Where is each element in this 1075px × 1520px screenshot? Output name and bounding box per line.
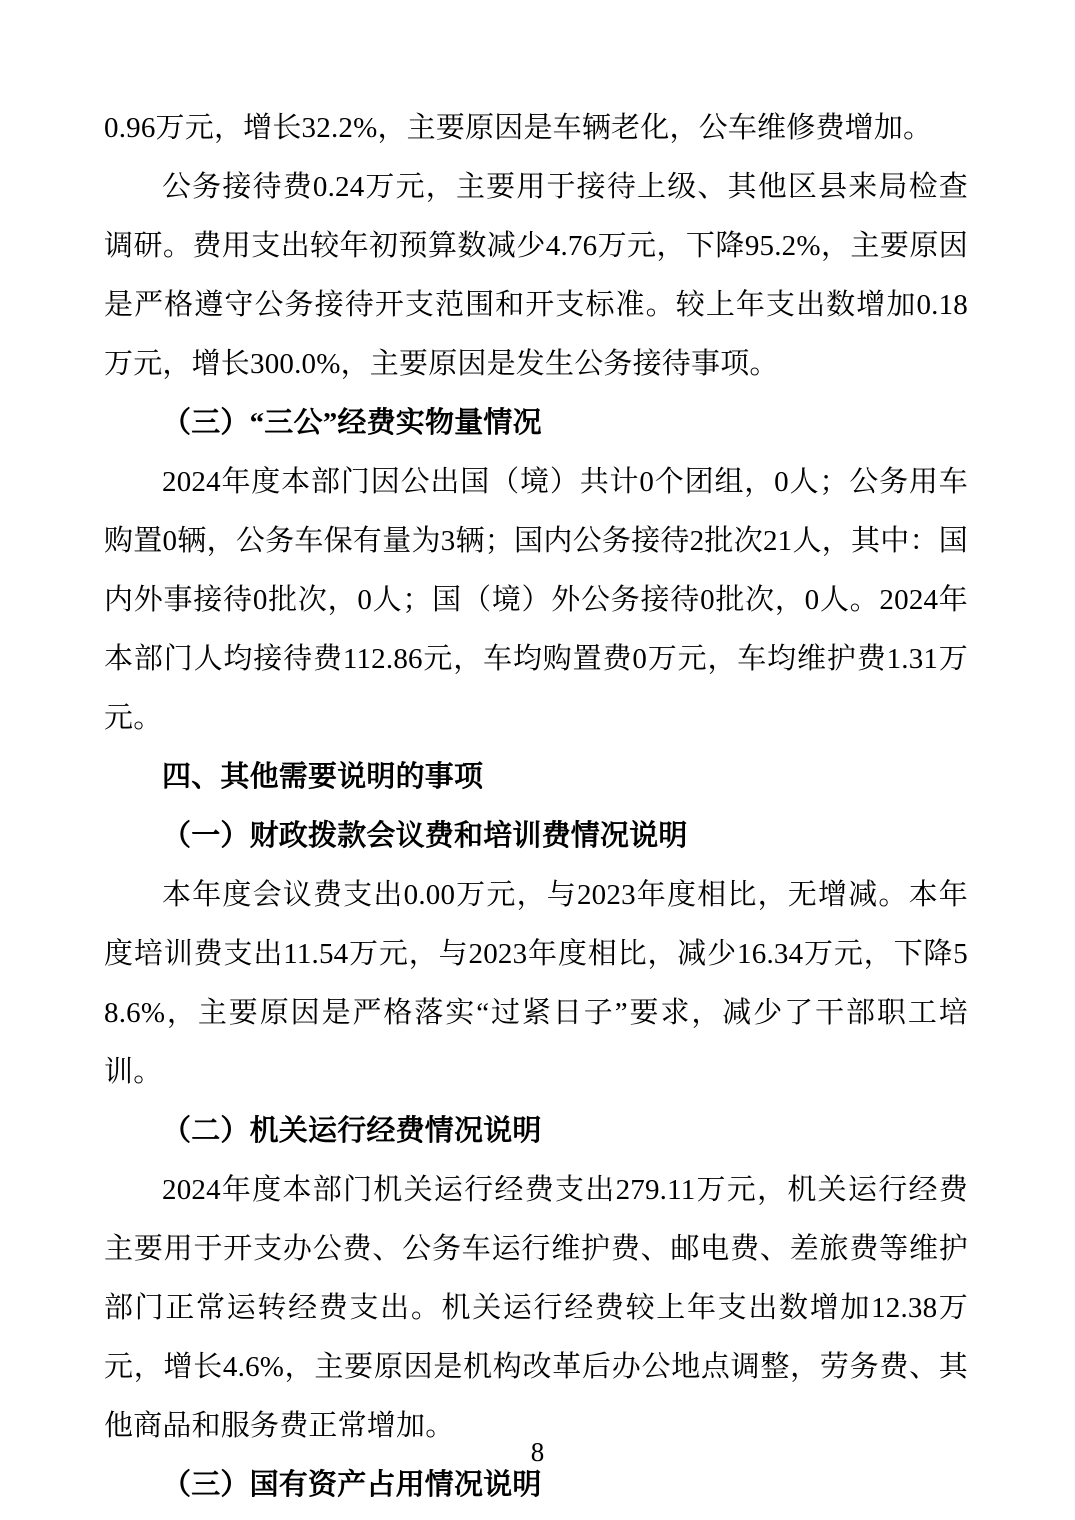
section-heading-state-owned-assets: （三）国有资产占用情况说明 [162, 1469, 542, 1501]
paragraph-vehicle-maintenance-continuation: 0.96万元，增长32.2%，主要原因是车辆老化，公车维修费增加。 [104, 112, 933, 144]
page-number: 8 [530, 1437, 545, 1467]
document-body [104, 99, 968, 1515]
paragraph-three-public-expense-details: 2024年度本部门因公出国（境）共计0个团组，0人；公务用车购置0辆，公务车保有量为3辆；国内公务接待2批次21人，其中：国内外事接待0批次，0人；国（境）外公务接待0批次，0人。2024年本部门人均接待费112.86元，车均购置费0万元，车均维护费1.31万元。 [104, 466, 968, 734]
paragraph-official-reception-expense: 公务接待费0.24万元，主要用于接待上级、其他区县来局检查调研。费用支出较年初预算数减少4.76万元，下降95.2%，主要原因是严格遵守公务接待开支范围和开支标准。较上年支出数增加0.18万元，增长300.0%，主要原因是发生公务接待事项。 [104, 171, 968, 380]
paragraph-agency-operating-expense-details: 2024年度本部门机关运行经费支出279.11万元，机关运行经费主要用于开支办公费、公务车运行维护费、邮电费、差旅费等维护部门正常运转经费支出。机关运行经费较上年支出数增加12.38万元，增长4.6%，主要原因是机构改革后办公地点调整，劳务费、其他商品和服务费正常增加。 [104, 1174, 968, 1442]
section-heading-other-matters: 四、其他需要说明的事项 [162, 761, 484, 793]
section-heading-three-public-expense-physical-quantity: （三）“三公”经费实物量情况 [162, 407, 542, 439]
paragraph-meeting-training-fee-details: 本年度会议费支出0.00万元，与2023年度相比，无增减。本年度培训费支出11.54万元，与2023年度相比，减少16.34万元，下降58.6%，主要原因是严格落实“过紧日子”要求，减少了干部职工培训。 [104, 879, 968, 1088]
section-heading-meeting-training-fee: （一）财政拨款会议费和培训费情况说明 [162, 820, 688, 852]
section-heading-agency-operating-expense: （二）机关运行经费情况说明 [162, 1115, 542, 1147]
